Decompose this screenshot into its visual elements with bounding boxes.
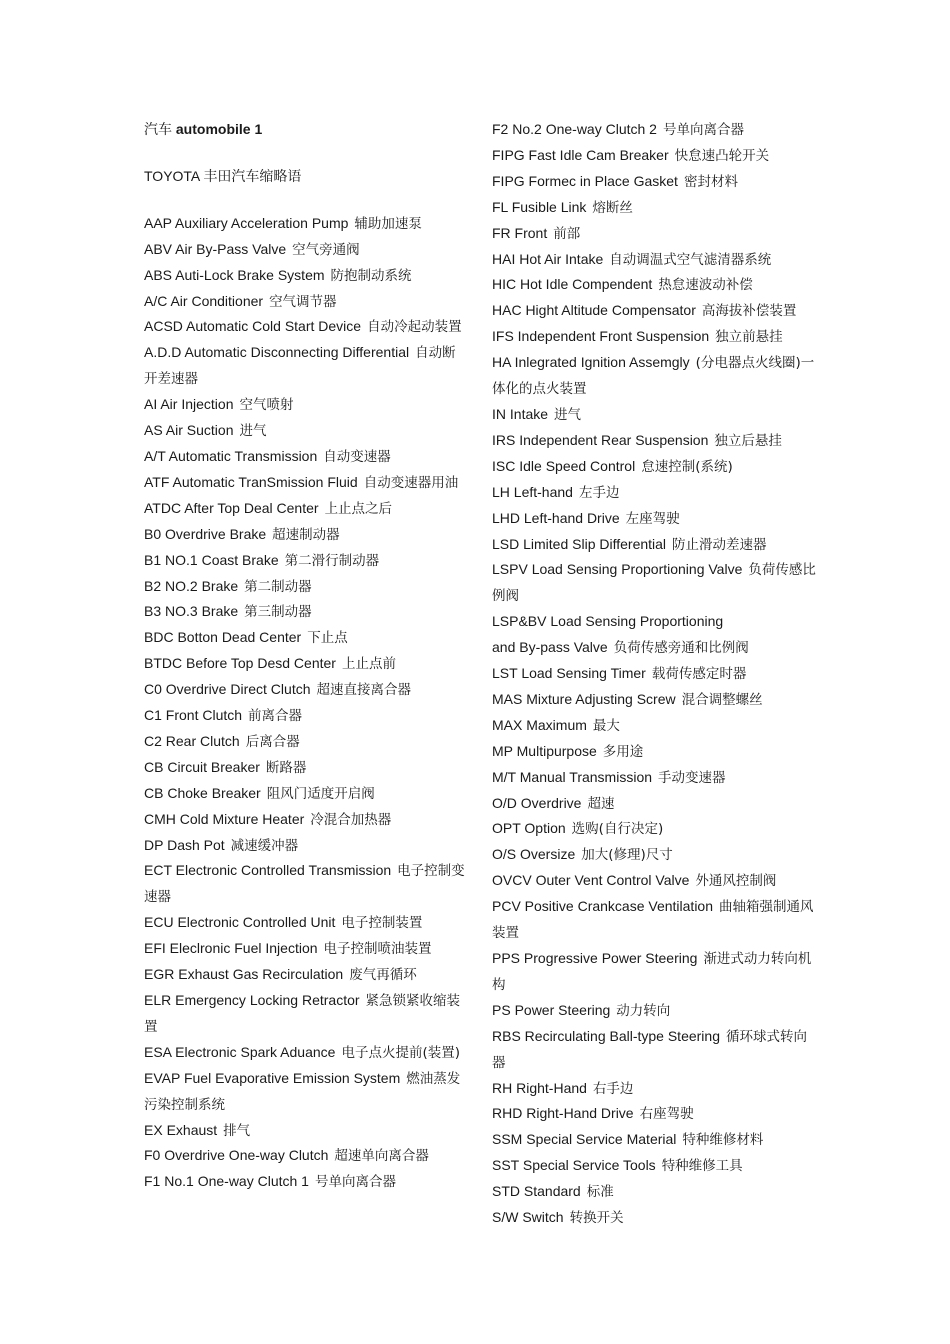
- glossary-entry: [492, 402, 817, 428]
- entry-term: BDC Botton Dead Center: [144, 629, 302, 646]
- glossary-entry: [492, 998, 817, 1024]
- entry-term: LH Left-hand: [492, 483, 573, 500]
- entry-term: DP Dash Pot: [144, 836, 225, 853]
- glossary-entry: [492, 1024, 817, 1076]
- entry-term: OVCV Outer Vent Control Valve: [492, 872, 690, 889]
- entry-term: B2 NO.2 Brake: [144, 577, 239, 594]
- glossary-entry: [144, 781, 469, 807]
- entry-translation: 怠速控制(系统): [641, 458, 733, 475]
- entry-term: B0 Overdrive Brake: [144, 525, 267, 542]
- glossary-entry: [492, 143, 817, 169]
- right-column: [492, 117, 817, 1231]
- glossary-entry: [144, 548, 469, 574]
- glossary-entry: [144, 599, 469, 625]
- glossary-entry: [492, 1101, 817, 1127]
- entry-translation: 外通风控制阀: [695, 873, 777, 890]
- entry-translation: 左座驾驶: [625, 510, 680, 527]
- entry-translation: 防抱制动系统: [330, 267, 412, 284]
- entry-term: EGR Exhaust Gas Recirculation: [144, 966, 344, 983]
- entry-term: C1 Front Clutch: [144, 707, 243, 724]
- entry-term: HIC Hot Idle Compendent: [492, 276, 653, 293]
- entry-translation: 电子控制装置: [341, 915, 423, 932]
- glossary-entry: [492, 1179, 817, 1205]
- entry-translation: 动力转向: [616, 1002, 671, 1019]
- entry-term: IRS Independent Rear Suspension: [492, 431, 709, 448]
- entry-translation: 超速: [587, 795, 615, 812]
- entry-term: ISC Idle Speed Control: [492, 457, 636, 474]
- glossary-entry: [492, 272, 817, 298]
- entry-term: LHD Left-hand Drive: [492, 509, 620, 526]
- entry-term: BTDC Before Top Desd Center: [144, 655, 336, 672]
- glossary-entry: [492, 324, 817, 350]
- entry-term: PS Power Steering: [492, 1001, 611, 1018]
- entry-term: RBS Recirculating Ball-type Steering: [492, 1027, 720, 1044]
- glossary-entry: [492, 557, 817, 609]
- glossary-entry: [144, 392, 469, 418]
- entry-translation: 自动调温式空气滤清器系统: [609, 251, 772, 268]
- entry-term: OPT Option: [492, 820, 566, 837]
- entry-translation: 负荷传感旁通和比例阀: [613, 640, 749, 657]
- glossary-entry: [144, 470, 469, 496]
- glossary-entry: [144, 444, 469, 470]
- glossary-entry: [144, 263, 469, 289]
- entry-term: F2 No.2 One-way Clutch 2: [492, 121, 657, 137]
- glossary-entry: [492, 350, 817, 402]
- entry-translation: 加大(修理)尺寸: [581, 847, 673, 864]
- glossary-entry: [492, 195, 817, 221]
- glossary-entry: [144, 703, 469, 729]
- glossary-entry: [144, 340, 469, 392]
- entry-term: ABV Air By-Pass Valve: [144, 240, 287, 257]
- glossary-entry: [144, 574, 469, 600]
- entry-term: ECU Electronic Controlled Unit: [144, 914, 336, 931]
- entry-translation: 超速制动器: [272, 526, 340, 543]
- glossary-entry: [492, 506, 817, 532]
- title-zh: 汽车: [144, 121, 172, 137]
- glossary-entry: [144, 858, 469, 910]
- entry-term: LST Load Sensing Timer: [492, 665, 646, 682]
- glossary-entry: [492, 765, 817, 791]
- entry-term: CMH Cold Mixture Heater: [144, 810, 305, 827]
- glossary-entry: [492, 713, 817, 739]
- entry-term: MAX Maximum: [492, 716, 587, 733]
- glossary-entry: [492, 609, 817, 635]
- entry-translation: 排气: [223, 1122, 251, 1139]
- entry-term: ECT Electronic Controlled Transmission: [144, 862, 392, 879]
- entry-translation: (分电器点火线圈)一体化的点火装置: [492, 355, 815, 398]
- entry-translation: 后离合器: [245, 733, 300, 750]
- glossary-entry: [144, 522, 469, 548]
- entry-translation: 自动断开差速器: [144, 345, 456, 388]
- entry-translation: 燃油蒸发污染控制系统: [144, 1070, 461, 1113]
- entry-translation: 热怠速波动补偿: [658, 277, 753, 294]
- glossary-entry: [144, 910, 469, 936]
- entry-term: ACSD Automatic Cold Start Device: [144, 318, 362, 335]
- entry-term: F1 No.1 One-way Clutch 1: [144, 1173, 309, 1190]
- entry-translation: 空气喷射: [239, 397, 294, 414]
- glossary-entry: [492, 739, 817, 765]
- entry-translation: 号单向离合器: [314, 1174, 396, 1191]
- entry-term: FR Front: [492, 224, 548, 241]
- glossary-entry: [492, 661, 817, 687]
- entry-translation: 载荷传感定时器: [651, 666, 747, 683]
- right-entry-list: [492, 117, 817, 1231]
- entry-translation: 第二制动器: [244, 578, 312, 595]
- entry-term: EVAP Fuel Evaporative Emission System: [144, 1069, 401, 1086]
- glossary-entry: [492, 480, 817, 506]
- glossary-entry: [492, 169, 817, 195]
- glossary-entry: [144, 677, 469, 703]
- glossary-entry: [492, 117, 817, 143]
- glossary-entry: [144, 807, 469, 833]
- entry-term: IN Intake: [492, 405, 549, 422]
- entry-translation: 左手边: [578, 484, 620, 501]
- entry-translation: 断路器: [265, 759, 307, 776]
- entry-translation: 快怠速凸轮开关: [674, 147, 770, 164]
- entry-translation: 手动变速器: [658, 769, 726, 786]
- glossary-entry: [144, 1040, 469, 1066]
- entry-translation: 空气调节器: [269, 293, 337, 310]
- glossary-entry: [492, 298, 817, 324]
- glossary-entry: [144, 1066, 469, 1118]
- entry-translation: 负荷传感比例阀: [492, 562, 816, 605]
- entry-translation: 右手边: [592, 1080, 634, 1097]
- glossary-entry: [144, 651, 469, 677]
- glossary-entry: [144, 755, 469, 781]
- entry-term: B3 NO.3 Brake: [144, 603, 239, 620]
- entry-term: B1 NO.1 Coast Brake: [144, 551, 279, 568]
- entry-term: RH Right-Hand: [492, 1079, 587, 1096]
- entry-term: CB Circuit Breaker: [144, 758, 260, 775]
- entry-term: RHD Right-Hand Drive: [492, 1105, 634, 1122]
- glossary-entry: [492, 532, 817, 558]
- entry-term: C0 Overdrive Direct Clutch: [144, 681, 311, 698]
- entry-term: LSD Limited Slip Differential: [492, 535, 667, 552]
- glossary-entry: [492, 816, 817, 842]
- entry-translation: 上止点前: [341, 656, 396, 673]
- entry-term: and By-pass Valve: [492, 639, 608, 656]
- entry-translation: 进气: [554, 406, 582, 423]
- entry-term: ATF Automatic TranSmission Fluid: [144, 473, 358, 490]
- entry-translation: 高海拔补偿装置: [701, 303, 797, 320]
- left-entry-list: [144, 211, 469, 1195]
- entry-term: FIPG Fast Idle Cam Breaker: [492, 146, 669, 163]
- left-column: [144, 117, 469, 1195]
- entry-term: LSP&BV Load Sensing Proportioning: [492, 613, 724, 630]
- entry-translation: 阻风门适度开启阀: [266, 785, 375, 802]
- entry-translation: 进气: [239, 423, 267, 440]
- entry-translation: 上止点之后: [324, 500, 393, 517]
- glossary-entry: [492, 842, 817, 868]
- entry-translation: 转换开关: [569, 1210, 624, 1227]
- entry-translation: 自动冷起动装置: [367, 319, 462, 336]
- glossary-entry: [144, 833, 469, 859]
- glossary-entry: [492, 1153, 817, 1179]
- entry-term: LSPV Load Sensing Proportioning Valve: [492, 561, 743, 578]
- glossary-entry: [144, 237, 469, 263]
- glossary-entry: [492, 946, 817, 998]
- entry-translation: 最大: [592, 717, 620, 734]
- entry-term: M/T Manual Transmission: [492, 768, 653, 785]
- entry-translation: 特种维修工具: [661, 1158, 743, 1175]
- entry-term: C2 Rear Clutch: [144, 732, 240, 749]
- entry-translation: 前离合器: [248, 708, 303, 725]
- entry-translation: 曲轴箱强制通风装置: [492, 899, 814, 942]
- entry-translation: 选购(自行决定): [571, 821, 664, 838]
- entry-term: O/D Overdrive: [492, 794, 582, 811]
- glossary-entry: [144, 314, 469, 340]
- glossary-entry: [144, 625, 469, 651]
- entry-translation: 超速单向离合器: [334, 1148, 429, 1165]
- entry-translation: 特种维修材料: [682, 1132, 764, 1149]
- glossary-entry: [492, 1127, 817, 1153]
- entry-term: SST Special Service Tools: [492, 1157, 656, 1174]
- title-en: automobile 1: [175, 121, 263, 137]
- entry-translation: 密封材料: [683, 173, 738, 190]
- entry-term: ABS Auti-Lock Brake System: [144, 266, 325, 283]
- glossary-entry: [144, 211, 469, 237]
- entry-translation: 自动变速器: [323, 448, 391, 465]
- entry-term: A.D.D Automatic Disconnecting Differential: [144, 344, 410, 361]
- entry-translation: 第二滑行制动器: [284, 552, 380, 569]
- glossary-entry: [492, 221, 817, 247]
- glossary-entry: [144, 1169, 469, 1195]
- entry-translation: 渐进式动力转向机构: [492, 951, 812, 993]
- entry-term: FL Fusible Link: [492, 198, 587, 215]
- glossary-entry: [492, 1205, 817, 1231]
- entry-term: AS Air Suction: [144, 422, 234, 439]
- glossary-entry: [144, 729, 469, 755]
- entry-translation: 自动变速器用油: [363, 474, 459, 491]
- entry-term: A/T Automatic Transmission: [144, 447, 318, 464]
- entry-translation: 超速直接离合器: [316, 682, 411, 699]
- entry-term: PCV Positive Crankcase Ventilation: [492, 898, 713, 915]
- glossary-entry: [144, 1143, 469, 1169]
- entry-term: PPS Progressive Power Steering: [492, 950, 698, 966]
- entry-term: MP Multipurpose: [492, 742, 597, 759]
- glossary-entry: [144, 1118, 469, 1144]
- entry-term: AI Air Injection: [144, 396, 234, 413]
- entry-term: FIPG Formec in Place Gasket: [492, 172, 678, 189]
- entry-term: ELR Emergency Locking Retractor: [144, 992, 360, 1008]
- entry-term: STD Standard: [492, 1183, 581, 1200]
- entry-translation: 电子控制变速器: [144, 863, 465, 906]
- glossary-entry: [492, 428, 817, 454]
- entry-term: HAI Hot Air Intake: [492, 250, 604, 267]
- glossary-entry: [492, 687, 817, 713]
- entry-translation: 前部: [553, 225, 581, 242]
- entry-translation: 混合调整螺丝: [681, 691, 763, 708]
- entry-term: EFI Eleclronic Fuel Injection: [144, 940, 318, 957]
- glossary-entry: [492, 454, 817, 480]
- glossary-entry: [144, 936, 469, 962]
- entry-translation: 防止滑动差速器: [672, 536, 767, 553]
- glossary-entry: [144, 289, 469, 315]
- glossary-entry: [492, 247, 817, 273]
- entry-translation: 电子控制喷油装置: [323, 941, 432, 958]
- entry-translation: 空气旁通阀: [292, 241, 360, 258]
- entry-term: F0 Overdrive One-way Clutch: [144, 1147, 329, 1164]
- document-title: [144, 117, 469, 142]
- entry-term: A/C Air Conditioner: [144, 292, 264, 309]
- entry-translation: 标准: [586, 1184, 614, 1201]
- entry-translation: 紧急锁紧收缩装置: [144, 993, 461, 1035]
- entry-translation: 多用途: [602, 743, 644, 760]
- entry-term: EX Exhaust: [144, 1121, 218, 1138]
- entry-translation: 第三制动器: [244, 604, 312, 621]
- entry-term: IFS Independent Front Suspension: [492, 328, 710, 345]
- entry-term: ATDC After Top Deal Center: [144, 499, 319, 516]
- entry-term: MAS Mixture Adjusting Screw: [492, 690, 676, 707]
- entry-translation: 右座驾驶: [639, 1106, 694, 1123]
- entry-term: ESA Electronic Spark Aduance: [144, 1043, 336, 1060]
- glossary-entry: [492, 791, 817, 817]
- glossary-entry: [144, 988, 469, 1040]
- entry-term: HAC Hight Altitude Compensator: [492, 302, 696, 319]
- glossary-entry: [144, 962, 469, 988]
- glossary-entry: [144, 418, 469, 444]
- entry-translation: 独立前悬挂: [715, 329, 783, 346]
- entry-term: HA Inlegrated Ignition Assemgly: [492, 354, 690, 371]
- entry-term: S/W Switch: [492, 1209, 564, 1226]
- entry-term: O/S Oversize: [492, 846, 576, 863]
- entry-translation: 辅助加速泵: [354, 215, 422, 232]
- entry-translation: 废气再循环: [349, 967, 417, 984]
- entry-translation: 号单向离合器: [662, 122, 744, 138]
- entry-translation: 下止点: [307, 630, 348, 647]
- entry-translation: 冷混合加热器: [310, 811, 392, 828]
- entry-translation: 熔断丝: [592, 199, 633, 216]
- entry-term: CB Choke Breaker: [144, 784, 261, 801]
- entry-term: AAP Auxiliary Acceleration Pump: [144, 214, 349, 231]
- entry-translation: 循环球式转向器: [492, 1028, 807, 1071]
- entry-term: SSM Special Service Material: [492, 1131, 677, 1148]
- glossary-entry: [492, 894, 817, 946]
- glossary-entry: [492, 635, 817, 661]
- entry-translation: 独立后悬挂: [714, 432, 782, 449]
- document-subtitle: TOYOTA 丰田汽车缩略语: [144, 167, 302, 184]
- glossary-entry: [492, 868, 817, 894]
- entry-translation: 减速缓冲器: [230, 837, 299, 854]
- glossary-entry: [492, 1076, 817, 1102]
- entry-translation: 电子点火提前(装置): [341, 1044, 460, 1061]
- glossary-entry: [144, 496, 469, 522]
